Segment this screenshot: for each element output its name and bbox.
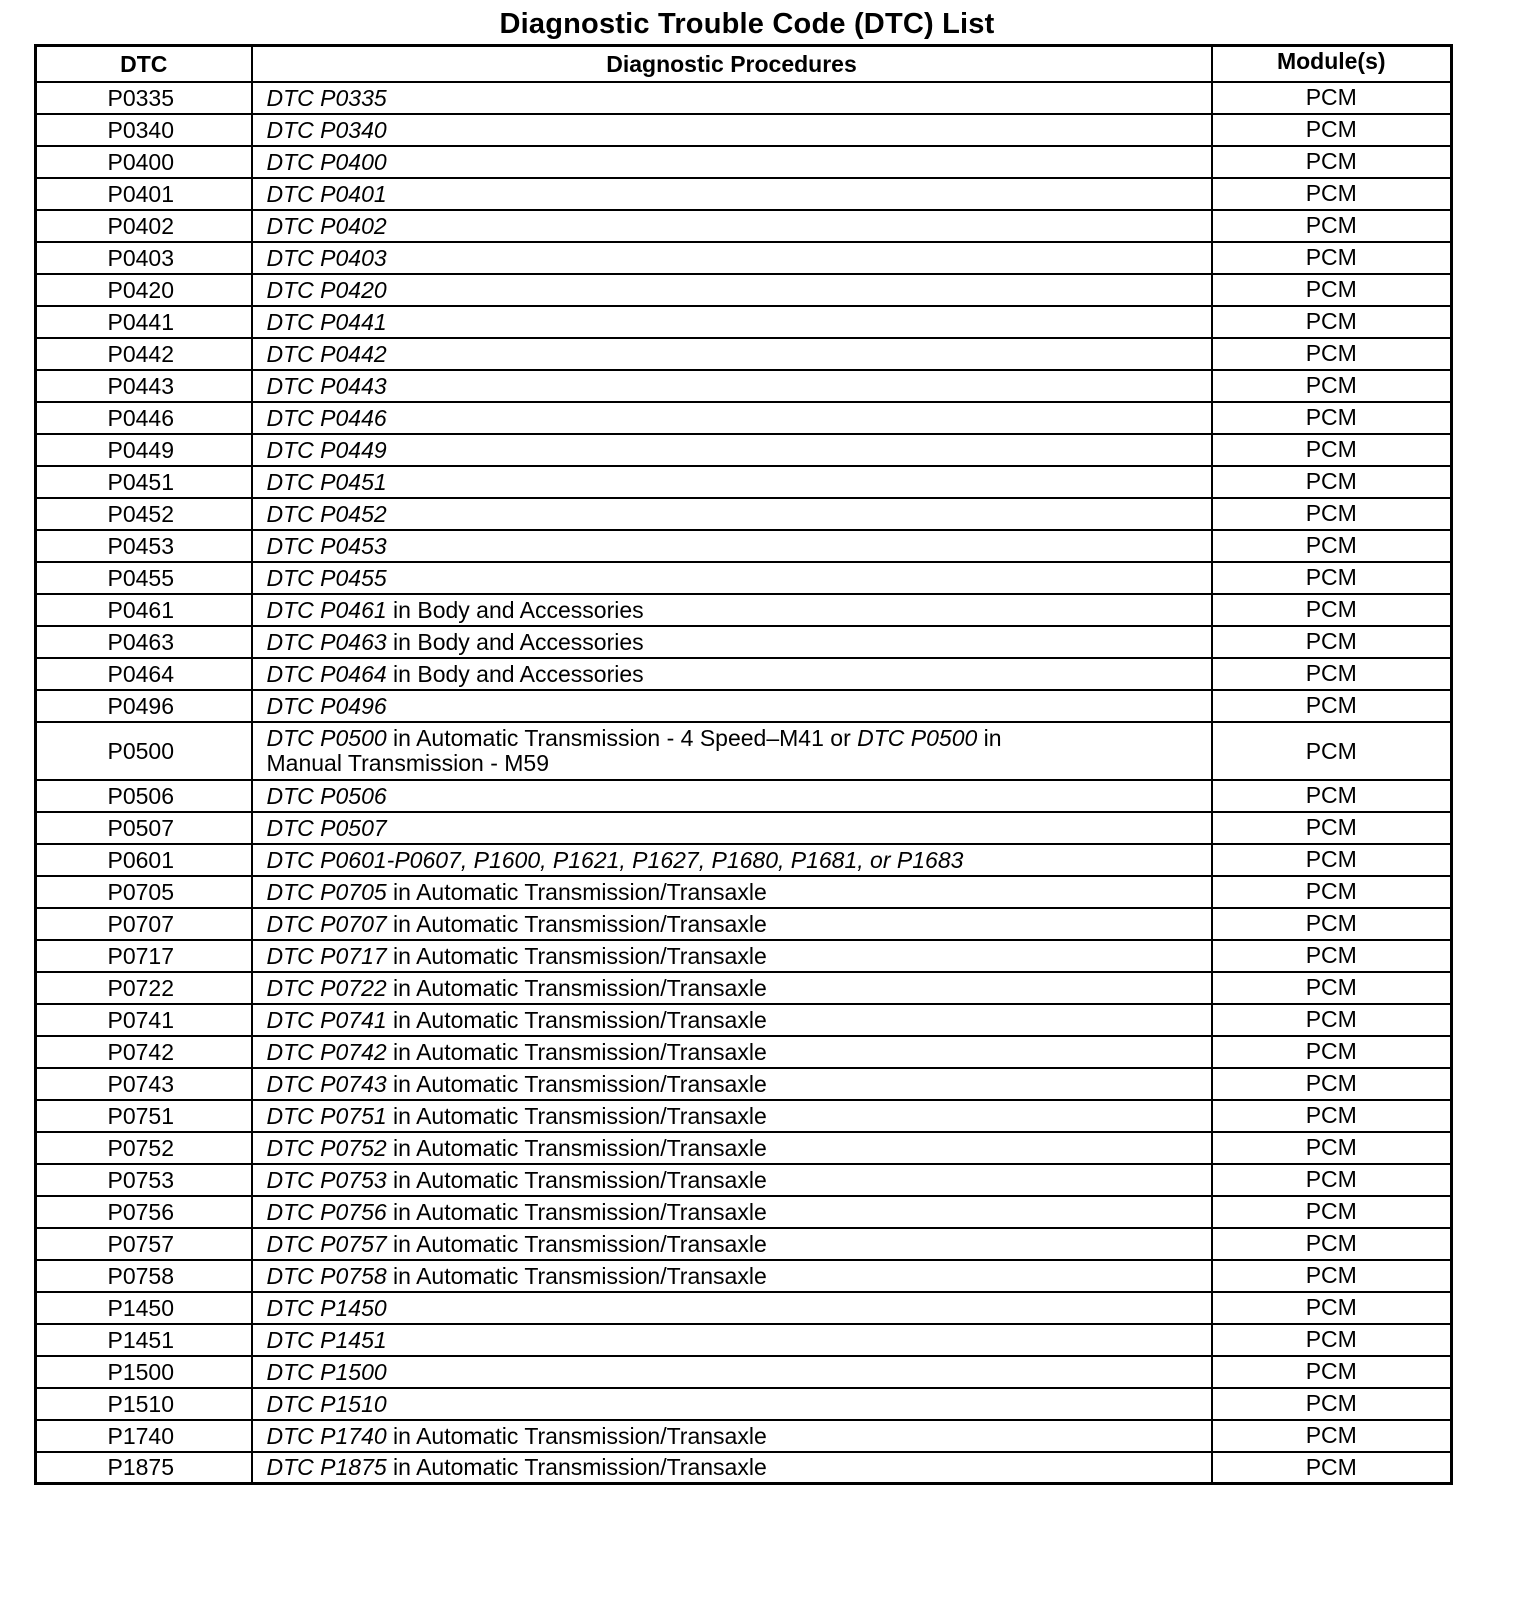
module-cell: PCM xyxy=(1212,1260,1452,1292)
dtc-code-cell: P0717 xyxy=(36,940,252,972)
dtc-code-cell: P0441 xyxy=(36,306,252,338)
table-row xyxy=(36,658,1452,690)
table-row xyxy=(36,1420,1452,1452)
table-row xyxy=(36,722,1452,780)
module-cell: PCM xyxy=(1212,626,1452,658)
procedure-cell xyxy=(252,940,1212,972)
procedure-reference-link[interactable]: DTC P0443 xyxy=(266,372,387,399)
table-row xyxy=(36,82,1452,114)
procedure-cell xyxy=(252,972,1212,1004)
procedure-location-text: in Automatic Transmission/Transaxle xyxy=(386,974,767,1001)
procedure-location-text: in Automatic Transmission/Transaxle xyxy=(386,1006,767,1033)
procedure-reference-link[interactable]: DTC P0758 xyxy=(266,1262,387,1289)
procedure-reference-link[interactable]: DTC P0601-P0607, P1600, P1621, P1627, P1680, P1681, or P1683 xyxy=(266,846,964,873)
procedure-location-text: in Body and Accessories xyxy=(386,660,644,687)
table-row xyxy=(36,780,1452,812)
module-cell: PCM xyxy=(1212,780,1452,812)
table-row xyxy=(36,972,1452,1004)
procedure-cell xyxy=(252,306,1212,338)
dtc-code-cell: P1500 xyxy=(36,1356,252,1388)
procedure-reference-link[interactable]: DTC P0741 xyxy=(266,1006,387,1033)
procedure-cell xyxy=(252,1100,1212,1132)
procedure-reference-link[interactable]: DTC P0722 xyxy=(266,974,387,1001)
dtc-code-cell: P0707 xyxy=(36,908,252,940)
module-cell: PCM xyxy=(1212,1388,1452,1420)
procedure-location-text: in Automatic Transmission/Transaxle xyxy=(386,1070,767,1097)
procedure-cell xyxy=(252,1132,1212,1164)
procedure-cell xyxy=(252,1356,1212,1388)
procedure-reference-link[interactable]: DTC P0453 xyxy=(266,532,387,559)
table-row xyxy=(36,1228,1452,1260)
table-row xyxy=(36,370,1452,402)
procedure-cell xyxy=(252,498,1212,530)
procedure-cell xyxy=(252,114,1212,146)
table-row xyxy=(36,306,1452,338)
procedure-cell xyxy=(252,1164,1212,1196)
procedure-reference-link[interactable]: DTC P0441 xyxy=(266,308,387,335)
dtc-code-cell: P0752 xyxy=(36,1132,252,1164)
table-row xyxy=(36,1452,1452,1484)
procedure-cell xyxy=(252,1004,1212,1036)
module-cell: PCM xyxy=(1212,562,1452,594)
procedure-cell xyxy=(252,1420,1212,1452)
procedure-reference-link[interactable]: DTC P0461 xyxy=(266,596,387,623)
dtc-code-cell: P0506 xyxy=(36,780,252,812)
dtc-code-cell: P0507 xyxy=(36,812,252,844)
table-row xyxy=(36,1164,1452,1196)
procedure-location-text: in Automatic Transmission/Transaxle xyxy=(386,1038,767,1065)
module-cell: PCM xyxy=(1212,146,1452,178)
dtc-code-cell: P0753 xyxy=(36,1164,252,1196)
module-cell: PCM xyxy=(1212,1164,1452,1196)
table-row xyxy=(36,626,1452,658)
dtc-code-cell: P0461 xyxy=(36,594,252,626)
column-header-dtc: DTC xyxy=(36,46,252,82)
table-row xyxy=(36,594,1452,626)
procedure-cell xyxy=(252,178,1212,210)
procedure-cell xyxy=(252,1324,1212,1356)
procedure-cell xyxy=(252,1260,1212,1292)
procedure-cell xyxy=(252,626,1212,658)
procedure-cell xyxy=(252,1388,1212,1420)
table-row xyxy=(36,210,1452,242)
table-row xyxy=(36,1100,1452,1132)
procedure-reference-link[interactable]: DTC P0506 xyxy=(266,782,387,809)
procedure-cell xyxy=(252,1228,1212,1260)
procedure-reference-link[interactable]: DTC P0400 xyxy=(266,148,387,175)
table-row xyxy=(36,498,1452,530)
dtc-code-cell: P0402 xyxy=(36,210,252,242)
procedure-location-text: in Automatic Transmission/Transaxle xyxy=(386,942,767,969)
dtc-code-cell: P0741 xyxy=(36,1004,252,1036)
module-cell: PCM xyxy=(1212,812,1452,844)
module-cell: PCM xyxy=(1212,1036,1452,1068)
module-cell: PCM xyxy=(1212,908,1452,940)
module-cell: PCM xyxy=(1212,498,1452,530)
dtc-code-cell: P0335 xyxy=(36,82,252,114)
table-row xyxy=(36,812,1452,844)
procedure-cell xyxy=(252,876,1212,908)
module-cell: PCM xyxy=(1212,530,1452,562)
table-row xyxy=(36,466,1452,498)
procedure-cell xyxy=(252,242,1212,274)
dtc-code-cell: P0453 xyxy=(36,530,252,562)
module-cell: PCM xyxy=(1212,1228,1452,1260)
table-row xyxy=(36,844,1452,876)
procedure-cell xyxy=(252,722,1212,780)
module-cell: PCM xyxy=(1212,434,1452,466)
table-row xyxy=(36,690,1452,722)
dtc-code-cell: P0722 xyxy=(36,972,252,1004)
table-row xyxy=(36,876,1452,908)
procedure-reference-link[interactable]: DTC P0403 xyxy=(266,244,387,271)
module-cell: PCM xyxy=(1212,876,1452,908)
procedure-cell xyxy=(252,658,1212,690)
dtc-code-cell: P1450 xyxy=(36,1292,252,1324)
table-row xyxy=(36,338,1452,370)
module-cell: PCM xyxy=(1212,1356,1452,1388)
procedure-reference-link[interactable]: DTC P1740 xyxy=(266,1422,387,1449)
procedure-location-text: in Automatic Transmission - 4 Speed–M41 or xyxy=(386,724,858,751)
module-cell: PCM xyxy=(1212,972,1452,1004)
procedure-cell xyxy=(252,690,1212,722)
procedure-reference-link[interactable]: DTC P0757 xyxy=(266,1230,387,1257)
module-cell: PCM xyxy=(1212,82,1452,114)
procedure-cell xyxy=(252,82,1212,114)
procedure-location-text: in Automatic Transmission/Transaxle xyxy=(386,1102,767,1129)
module-cell: PCM xyxy=(1212,402,1452,434)
procedure-cell xyxy=(252,370,1212,402)
dtc-table xyxy=(34,44,1453,1485)
dtc-code-cell: P1451 xyxy=(36,1324,252,1356)
procedure-cell xyxy=(252,812,1212,844)
dtc-code-cell: P0500 xyxy=(36,722,252,780)
procedure-reference-link[interactable]: DTC P0455 xyxy=(266,564,387,591)
module-cell: PCM xyxy=(1212,658,1452,690)
module-cell: PCM xyxy=(1212,242,1452,274)
procedure-location-text: in Body and Accessories xyxy=(386,628,644,655)
procedure-reference-link[interactable]: DTC P1450 xyxy=(266,1294,387,1321)
procedure-location-text: in Automatic Transmission/Transaxle xyxy=(386,1166,767,1193)
procedure-reference-link[interactable]: DTC P1451 xyxy=(266,1326,387,1353)
dtc-code-cell: P0705 xyxy=(36,876,252,908)
procedure-cell xyxy=(252,274,1212,306)
module-cell: PCM xyxy=(1212,370,1452,402)
procedure-reference-link[interactable]: DTC P0401 xyxy=(266,180,387,207)
procedure-cell xyxy=(252,338,1212,370)
procedure-reference-link[interactable]: DTC P0753 xyxy=(266,1166,387,1193)
procedure-reference-link[interactable]: DTC P0463 xyxy=(266,628,387,655)
module-cell: PCM xyxy=(1212,274,1452,306)
table-row xyxy=(36,1388,1452,1420)
procedure-reference-link[interactable]: DTC P1875 xyxy=(266,1454,387,1480)
table-row xyxy=(36,434,1452,466)
table-row xyxy=(36,146,1452,178)
dtc-code-cell: P0463 xyxy=(36,626,252,658)
dtc-code-cell: P0743 xyxy=(36,1068,252,1100)
dtc-code-cell: P0442 xyxy=(36,338,252,370)
table-row xyxy=(36,178,1452,210)
procedure-cell xyxy=(252,466,1212,498)
procedure-cell xyxy=(252,780,1212,812)
procedure-reference-link[interactable]: DTC P0402 xyxy=(266,212,387,239)
procedure-reference-link[interactable]: DTC P0500 xyxy=(857,724,978,751)
procedure-location-text: in xyxy=(977,724,1002,751)
procedure-location-text: in Automatic Transmission/Transaxle xyxy=(386,1262,767,1289)
table-row xyxy=(36,530,1452,562)
dtc-code-cell: P0751 xyxy=(36,1100,252,1132)
procedure-location-text: in Automatic Transmission/Transaxle xyxy=(386,1454,767,1480)
module-cell: PCM xyxy=(1212,1100,1452,1132)
dtc-code-cell: P0446 xyxy=(36,402,252,434)
dtc-code-cell: P0455 xyxy=(36,562,252,594)
procedure-cell xyxy=(252,1196,1212,1228)
procedure-reference-link[interactable]: DTC P0707 xyxy=(266,910,387,937)
procedure-reference-link[interactable]: DTC P0717 xyxy=(266,942,387,969)
procedure-reference-link[interactable]: DTC P1500 xyxy=(266,1358,387,1385)
table-row xyxy=(36,908,1452,940)
table-row xyxy=(36,1132,1452,1164)
dtc-code-cell: P0401 xyxy=(36,178,252,210)
dtc-code-cell: P0601 xyxy=(36,844,252,876)
module-cell: PCM xyxy=(1212,940,1452,972)
procedure-reference-link[interactable]: DTC P0752 xyxy=(266,1134,387,1161)
table-row xyxy=(36,114,1452,146)
procedure-cell xyxy=(252,844,1212,876)
module-cell: PCM xyxy=(1212,594,1452,626)
procedure-location-text: in Automatic Transmission/Transaxle xyxy=(386,1198,767,1225)
procedure-cell xyxy=(252,530,1212,562)
module-cell: PCM xyxy=(1212,1452,1452,1484)
dtc-code-cell: P0340 xyxy=(36,114,252,146)
table-row xyxy=(36,940,1452,972)
procedure-cell xyxy=(252,562,1212,594)
procedure-reference-link[interactable]: DTC P0751 xyxy=(266,1102,387,1129)
module-cell: PCM xyxy=(1212,1068,1452,1100)
table-row xyxy=(36,562,1452,594)
table-row xyxy=(36,1324,1452,1356)
dtc-code-cell: P0420 xyxy=(36,274,252,306)
procedure-cell xyxy=(252,146,1212,178)
procedure-location-text: in Automatic Transmission/Transaxle xyxy=(386,1422,767,1449)
procedure-reference-link[interactable]: DTC P0464 xyxy=(266,660,387,687)
procedure-reference-link[interactable]: DTC P0442 xyxy=(266,340,387,367)
table-body xyxy=(36,82,1452,1484)
dtc-code-cell: P0464 xyxy=(36,658,252,690)
procedure-reference-link[interactable]: DTC P0340 xyxy=(266,116,387,143)
module-cell: PCM xyxy=(1212,690,1452,722)
table-row xyxy=(36,274,1452,306)
procedure-cell xyxy=(252,402,1212,434)
procedure-cell xyxy=(252,210,1212,242)
module-cell: PCM xyxy=(1212,844,1452,876)
procedure-reference-link[interactable]: DTC P0449 xyxy=(266,436,387,463)
table-row xyxy=(36,242,1452,274)
table-row xyxy=(36,1260,1452,1292)
procedure-cell xyxy=(252,1068,1212,1100)
module-cell: PCM xyxy=(1212,306,1452,338)
module-cell: PCM xyxy=(1212,338,1452,370)
dtc-code-cell: P0496 xyxy=(36,690,252,722)
procedure-location-text: in Body and Accessories xyxy=(386,596,644,623)
dtc-code-cell: P0756 xyxy=(36,1196,252,1228)
procedure-cell xyxy=(252,1452,1212,1484)
procedure-reference-link[interactable]: DTC P0742 xyxy=(266,1038,387,1065)
table-row xyxy=(36,1004,1452,1036)
table-row xyxy=(36,1068,1452,1100)
procedure-reference-link[interactable]: DTC P0705 xyxy=(266,878,387,905)
dtc-code-cell: P0757 xyxy=(36,1228,252,1260)
page-title: Diagnostic Trouble Code (DTC) List xyxy=(499,8,995,40)
dtc-code-cell: P0400 xyxy=(36,146,252,178)
procedure-cell xyxy=(252,594,1212,626)
procedure-location-text: in Automatic Transmission/Transaxle xyxy=(386,910,767,937)
procedure-cell xyxy=(252,434,1212,466)
dtc-code-cell: P0742 xyxy=(36,1036,252,1068)
procedure-cell xyxy=(252,908,1212,940)
procedure-cell xyxy=(252,1036,1212,1068)
table-row xyxy=(36,402,1452,434)
column-header-procedures: Diagnostic Procedures xyxy=(252,46,1212,82)
column-header-modules: Module(s) xyxy=(1212,46,1452,82)
table-row xyxy=(36,1196,1452,1228)
module-cell: PCM xyxy=(1212,114,1452,146)
procedure-location-text: Manual Transmission - M59 xyxy=(266,749,549,776)
procedure-location-text: in Automatic Transmission/Transaxle xyxy=(386,1134,767,1161)
module-cell: PCM xyxy=(1212,178,1452,210)
module-cell: PCM xyxy=(1212,1196,1452,1228)
procedure-cell xyxy=(252,1292,1212,1324)
procedure-reference-link[interactable]: DTC P0452 xyxy=(266,500,387,527)
table-row xyxy=(36,1356,1452,1388)
table-row xyxy=(36,1036,1452,1068)
procedure-reference-link[interactable]: DTC P0446 xyxy=(266,404,387,431)
procedure-reference-link[interactable]: DTC P0496 xyxy=(266,692,387,719)
module-cell: PCM xyxy=(1212,1004,1452,1036)
dtc-code-cell: P0452 xyxy=(36,498,252,530)
dtc-code-cell: P0403 xyxy=(36,242,252,274)
table-row xyxy=(36,1292,1452,1324)
dtc-code-cell: P0449 xyxy=(36,434,252,466)
module-cell: PCM xyxy=(1212,1420,1452,1452)
dtc-code-cell: P0758 xyxy=(36,1260,252,1292)
dtc-code-cell: P0443 xyxy=(36,370,252,402)
module-cell: PCM xyxy=(1212,210,1452,242)
procedure-location-text: in Automatic Transmission/Transaxle xyxy=(386,878,767,905)
procedure-reference-link[interactable]: DTC P0743 xyxy=(266,1070,387,1097)
module-cell: PCM xyxy=(1212,1324,1452,1356)
procedure-reference-link[interactable]: DTC P1510 xyxy=(266,1390,387,1417)
procedure-reference-link[interactable]: DTC P0756 xyxy=(266,1198,387,1225)
procedure-reference-link[interactable]: DTC P0335 xyxy=(266,84,387,111)
table-header-row xyxy=(36,46,1452,82)
dtc-code-cell: P1510 xyxy=(36,1388,252,1420)
procedure-reference-link[interactable]: DTC P0420 xyxy=(266,276,387,303)
module-cell: PCM xyxy=(1212,1292,1452,1324)
procedure-location-text: in Automatic Transmission/Transaxle xyxy=(386,1230,767,1257)
module-cell: PCM xyxy=(1212,466,1452,498)
dtc-code-cell: P0451 xyxy=(36,466,252,498)
module-cell: PCM xyxy=(1212,722,1452,780)
dtc-code-cell: P1875 xyxy=(36,1452,252,1484)
procedure-reference-link[interactable]: DTC P0500 xyxy=(266,724,387,751)
dtc-code-cell: P1740 xyxy=(36,1420,252,1452)
procedure-reference-link[interactable]: DTC P0507 xyxy=(266,814,387,841)
module-cell: PCM xyxy=(1212,1132,1452,1164)
procedure-reference-link[interactable]: DTC P0451 xyxy=(266,468,387,495)
